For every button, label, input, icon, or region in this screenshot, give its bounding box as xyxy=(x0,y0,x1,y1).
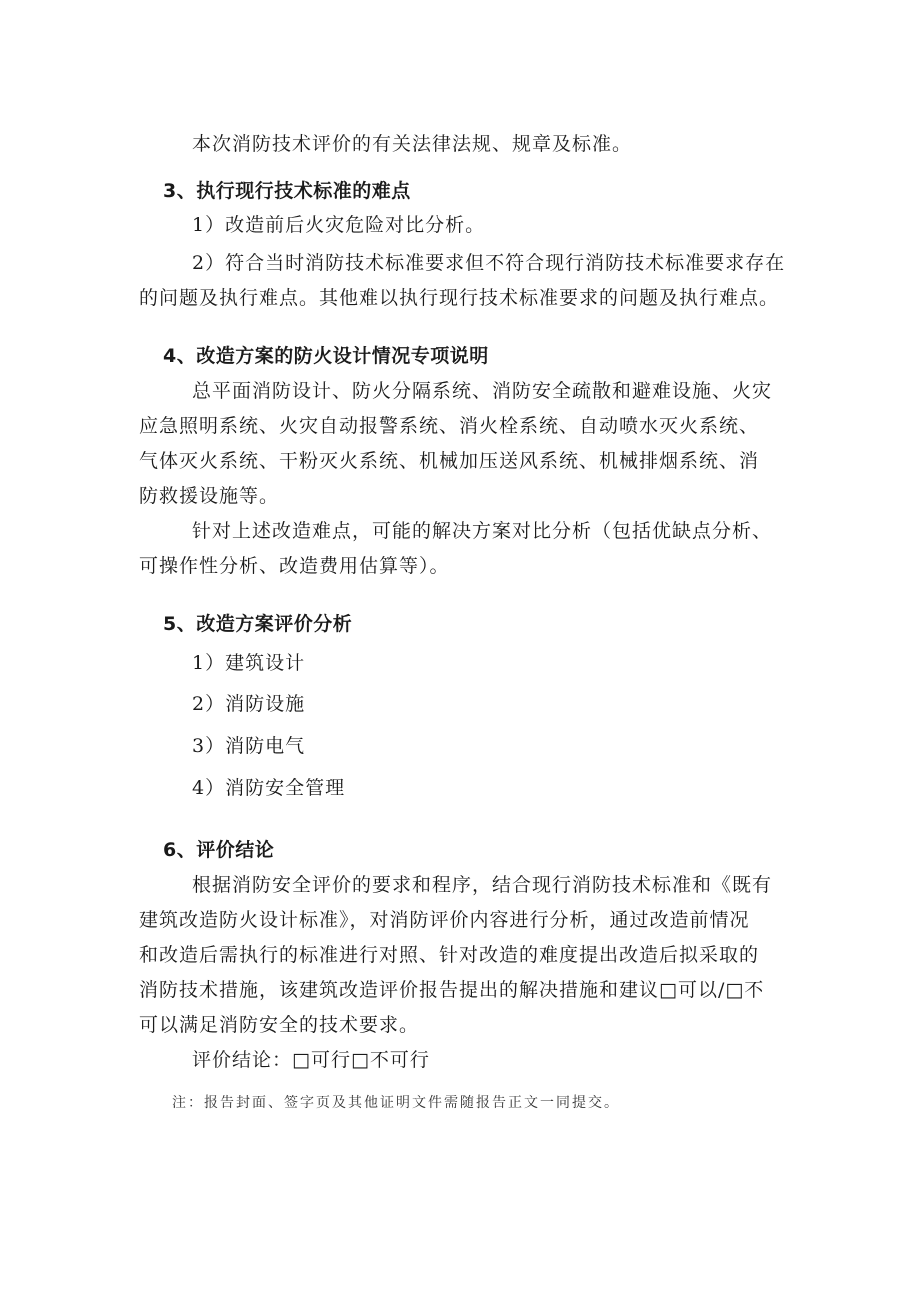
footnote: 注：报告封面、签字页及其他证明文件需随报告正文一同提交。 xyxy=(172,1095,620,1111)
section5-item: 2）消防设施 xyxy=(192,693,306,715)
section4-para2-line2: 可操作性分析、改造费用估算等）。 xyxy=(139,555,450,577)
section5-item: 4）消防安全管理 xyxy=(192,777,346,799)
section4-para1-line4: 防救援设施等。 xyxy=(139,485,280,507)
section3-item1: 1）改造前后火灾危险对比分析。 xyxy=(192,214,486,236)
section5-item: 1）建筑设计 xyxy=(192,652,306,674)
section4-para1-line1: 总平面消防设计、防火分隔系统、消防安全疏散和避难设施、火灾 xyxy=(192,380,773,402)
section6-heading: 6、评价结论 xyxy=(163,839,275,861)
section4-para1-line3: 气体灭火系统、干粉灭火系统、机械加压送风系统、机械排烟系统、消 xyxy=(139,450,760,472)
section6-para-line5: 可以满足消防安全的技术要求。 xyxy=(139,1014,420,1036)
section4-para2-line1: 针对上述改造难点，可能的解决方案对比分析（包括优缺点分析、 xyxy=(192,520,773,542)
section6-para-line3: 和改造后需执行的标准进行对照、针对改造的难度提出改造后拟采取的 xyxy=(139,944,760,966)
section6-para-line4: 消防技术措施，该建筑改造评价报告提出的解决措施和建议□可以/□不 xyxy=(139,979,765,1001)
evaluation-conclusion: 评价结论：□可行□不可行 xyxy=(192,1049,430,1071)
section4-para1-line2: 应急照明系统、火灾自动报警系统、消火栓系统、自动喷水灭火系统、 xyxy=(139,415,760,437)
section3-heading: 3、执行现行技术标准的难点 xyxy=(163,180,411,202)
section3-item2-line1: 2）符合当时消防技术标准要求但不符合现行消防技术标准要求存在 xyxy=(192,252,786,274)
section3-item2-line2: 的问题及执行难点。其他难以执行现行技术标准要求的问题及执行难点。 xyxy=(139,287,780,309)
section6-para-line2: 建筑改造防火设计标准》，对消防评价内容进行分析，通过改造前情况 xyxy=(139,909,750,931)
intro-line: 本次消防技术评价的有关法律法规、规章及标准。 xyxy=(192,133,633,155)
section4-heading: 4、改造方案的防火设计情况专项说明 xyxy=(163,345,489,367)
section6-para-line1: 根据消防安全评价的要求和程序，结合现行消防技术标准和《既有 xyxy=(192,874,773,896)
section5-item: 3）消防电气 xyxy=(192,735,306,757)
section5-heading: 5、改造方案评价分析 xyxy=(163,613,353,635)
